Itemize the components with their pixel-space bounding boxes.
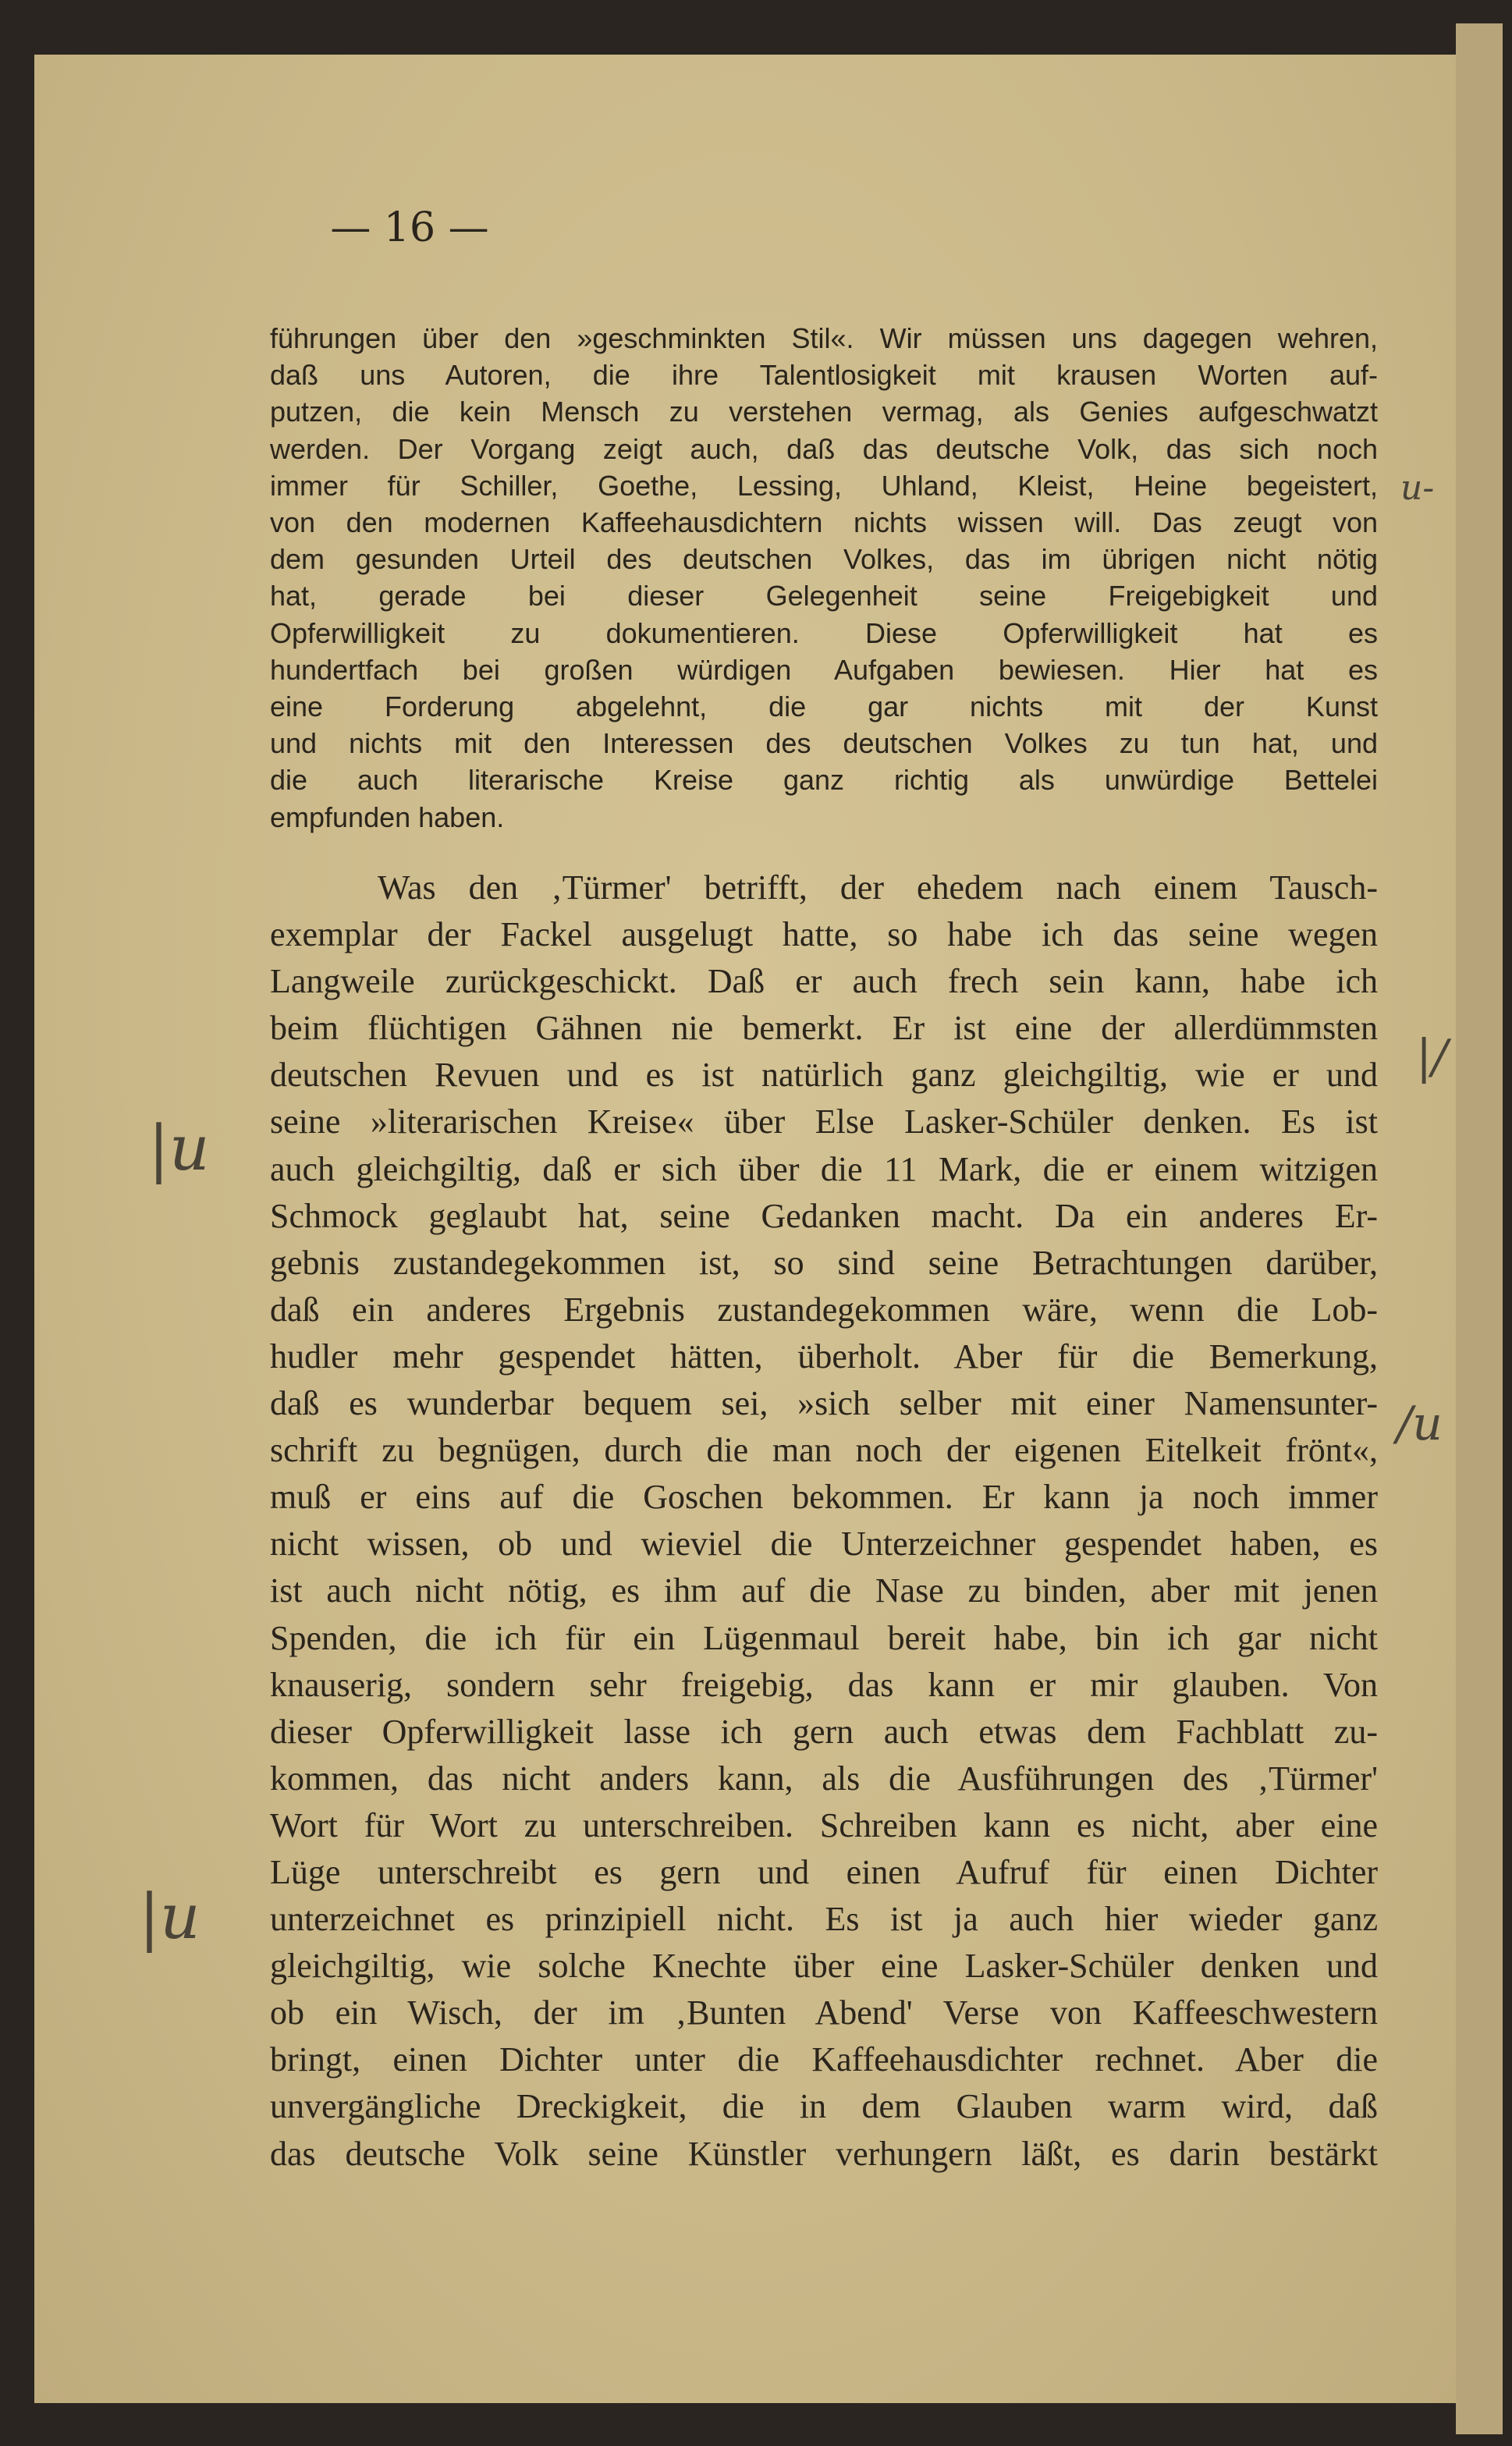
- text-line: Lüge unterschreibt es gern und einen Aufruf für einen Dichter: [270, 1852, 1378, 1891]
- text-line: daß uns Autoren, die ihre Talentlosigkeit mit krausen Worten auf-: [270, 359, 1378, 392]
- text-line: beim flüchtigen Gähnen nie bemerkt. Er ist eine der allerdümmsten: [270, 1009, 1378, 1048]
- text-line: seine »literarischen Kreise« über Else Lasker-Schüler denken. Es ist: [270, 1102, 1378, 1141]
- text-line: dem gesunden Urteil des deutschen Volkes, das im übrigen nicht nötig: [270, 543, 1378, 576]
- text-line: unterzeichnet es prinzipiell nicht. Es ist ja auch hier wieder ganz: [270, 1900, 1378, 1939]
- text-line: daß es wunderbar bequem sei, »sich selber mit einer Namensunter-: [270, 1384, 1378, 1423]
- text-line: empfunden haben.: [270, 801, 505, 833]
- text-line: das deutsche Volk seine Künstler verhungern läßt, es darin bestärkt: [270, 2134, 1378, 2173]
- margin-note-3: |u: [148, 1112, 210, 1184]
- paragraph-main-text: [270, 864, 1378, 2178]
- page-spine: [1456, 23, 1503, 2434]
- text-line: hudler mehr gespendet hätten, überholt. Aber für die Bemerkung,: [270, 1337, 1378, 1376]
- text-line: knauserig, sondern sehr freigebig, das kann er mir glauben. Von: [270, 1665, 1378, 1704]
- text-line: bringt, einen Dichter unter die Kaffeehausdichter rechnet. Aber die: [270, 2040, 1378, 2079]
- margin-note-1: u-: [1400, 468, 1435, 508]
- text-line: führungen über den »geschminkten Stil«. Wir müssen uns dagegen wehren,: [270, 322, 1378, 354]
- text-line: Schmock geglaubt hat, seine Gedanken macht. Da ein anderes Er-: [270, 1196, 1378, 1235]
- text-line: gleichgiltig, wie solche Knechte über eine Lasker-Schüler denken und: [270, 1947, 1378, 1986]
- text-line: und nichts mit den Interessen des deutschen Volkes zu tun hat, und: [270, 727, 1378, 760]
- page-number: — 16 —: [330, 204, 489, 251]
- text-line: gebnis zustandegekommen ist, so sind seine Betrachtungen darüber,: [270, 1243, 1378, 1282]
- text-line: werden. Der Vorgang zeigt auch, daß das deutsche Volk, das sich noch: [270, 432, 1378, 465]
- text-line: ist auch nicht nötig, es ihm auf die Nase zu binden, aber mit jenen: [270, 1571, 1378, 1610]
- text-line: unvergängliche Dreckigkeit, die in dem Glauben warm wird, daß: [270, 2087, 1378, 2126]
- text-line: hat, gerade bei dieser Gelegenheit seine Freigebigkeit und: [270, 580, 1378, 612]
- text-line: muß er eins auf die Goschen bekommen. Er kann ja noch immer: [270, 1478, 1378, 1517]
- text-line: putzen, die kein Mensch zu verstehen vermag, als Genies aufgeschwatzt: [270, 396, 1378, 428]
- text-line: Wort für Wort zu unterschreiben. Schreiben kann es nicht, aber eine: [270, 1805, 1378, 1844]
- text-line: dieser Opferwilligkeit lasse ich gern auch etwas dem Fachblatt zu-: [270, 1712, 1378, 1751]
- text-line: schrift zu begnügen, durch die man noch der eigenen Eitelkeit frönt«,: [270, 1431, 1378, 1470]
- text-line: von den modernen Kaffeehausdichtern nichts wissen will. Das zeugt von: [270, 506, 1378, 539]
- text-line: eine Forderung abgelehnt, die gar nichts mit der Kunst: [270, 690, 1378, 723]
- margin-note-2: |/: [1416, 1030, 1448, 1085]
- text-line: ob ein Wisch, der im ‚Bunten Abend' Verse von Kaffeeschwestern: [270, 1993, 1378, 2032]
- text-line: hundertfach bei großen würdigen Aufgaben bewiesen. Hier hat es: [270, 653, 1378, 686]
- text-line: die auch literarische Kreise ganz richtig als unwürdige Bettelei: [270, 764, 1378, 797]
- text-line: Langweile zurückgeschickt. Daß er auch frech sein kann, habe ich: [270, 962, 1378, 1001]
- text-line: daß ein anderes Ergebnis zustandegekommen wäre, wenn die Lob-: [270, 1290, 1378, 1329]
- text-line: auch gleichgiltig, daß er sich über die 11 Mark, die er einem witzigen: [270, 1149, 1378, 1188]
- paragraph-small-print: [270, 320, 1378, 836]
- text-line: exemplar der Fackel ausgelugt hatte, so habe ich das seine wegen: [270, 915, 1378, 954]
- text-line: immer für Schiller, Goethe, Lessing, Uhland, Kleist, Heine begeistert,: [270, 469, 1378, 502]
- margin-note-4: /u: [1397, 1397, 1443, 1451]
- text-line: kommen, das nicht anders kann, als die Ausführungen des ‚Türmer': [270, 1759, 1378, 1798]
- text-line: nicht wissen, ob und wieviel die Unterzeichner gespendet haben, es: [270, 1525, 1378, 1564]
- text-line: Was den ‚Türmer' betrifft, der ehedem nach einem Tausch-: [378, 868, 1378, 907]
- text-line: Opferwilligkeit zu dokumentieren. Diese Opferwilligkeit hat es: [270, 616, 1378, 649]
- text-line: deutschen Revuen und es ist natürlich ganz gleichgiltig, wie er und: [270, 1056, 1378, 1095]
- margin-note-5: |u: [139, 1880, 201, 1953]
- text-line: Spenden, die ich für ein Lügenmaul bereit habe, bin ich gar nicht: [270, 1618, 1378, 1657]
